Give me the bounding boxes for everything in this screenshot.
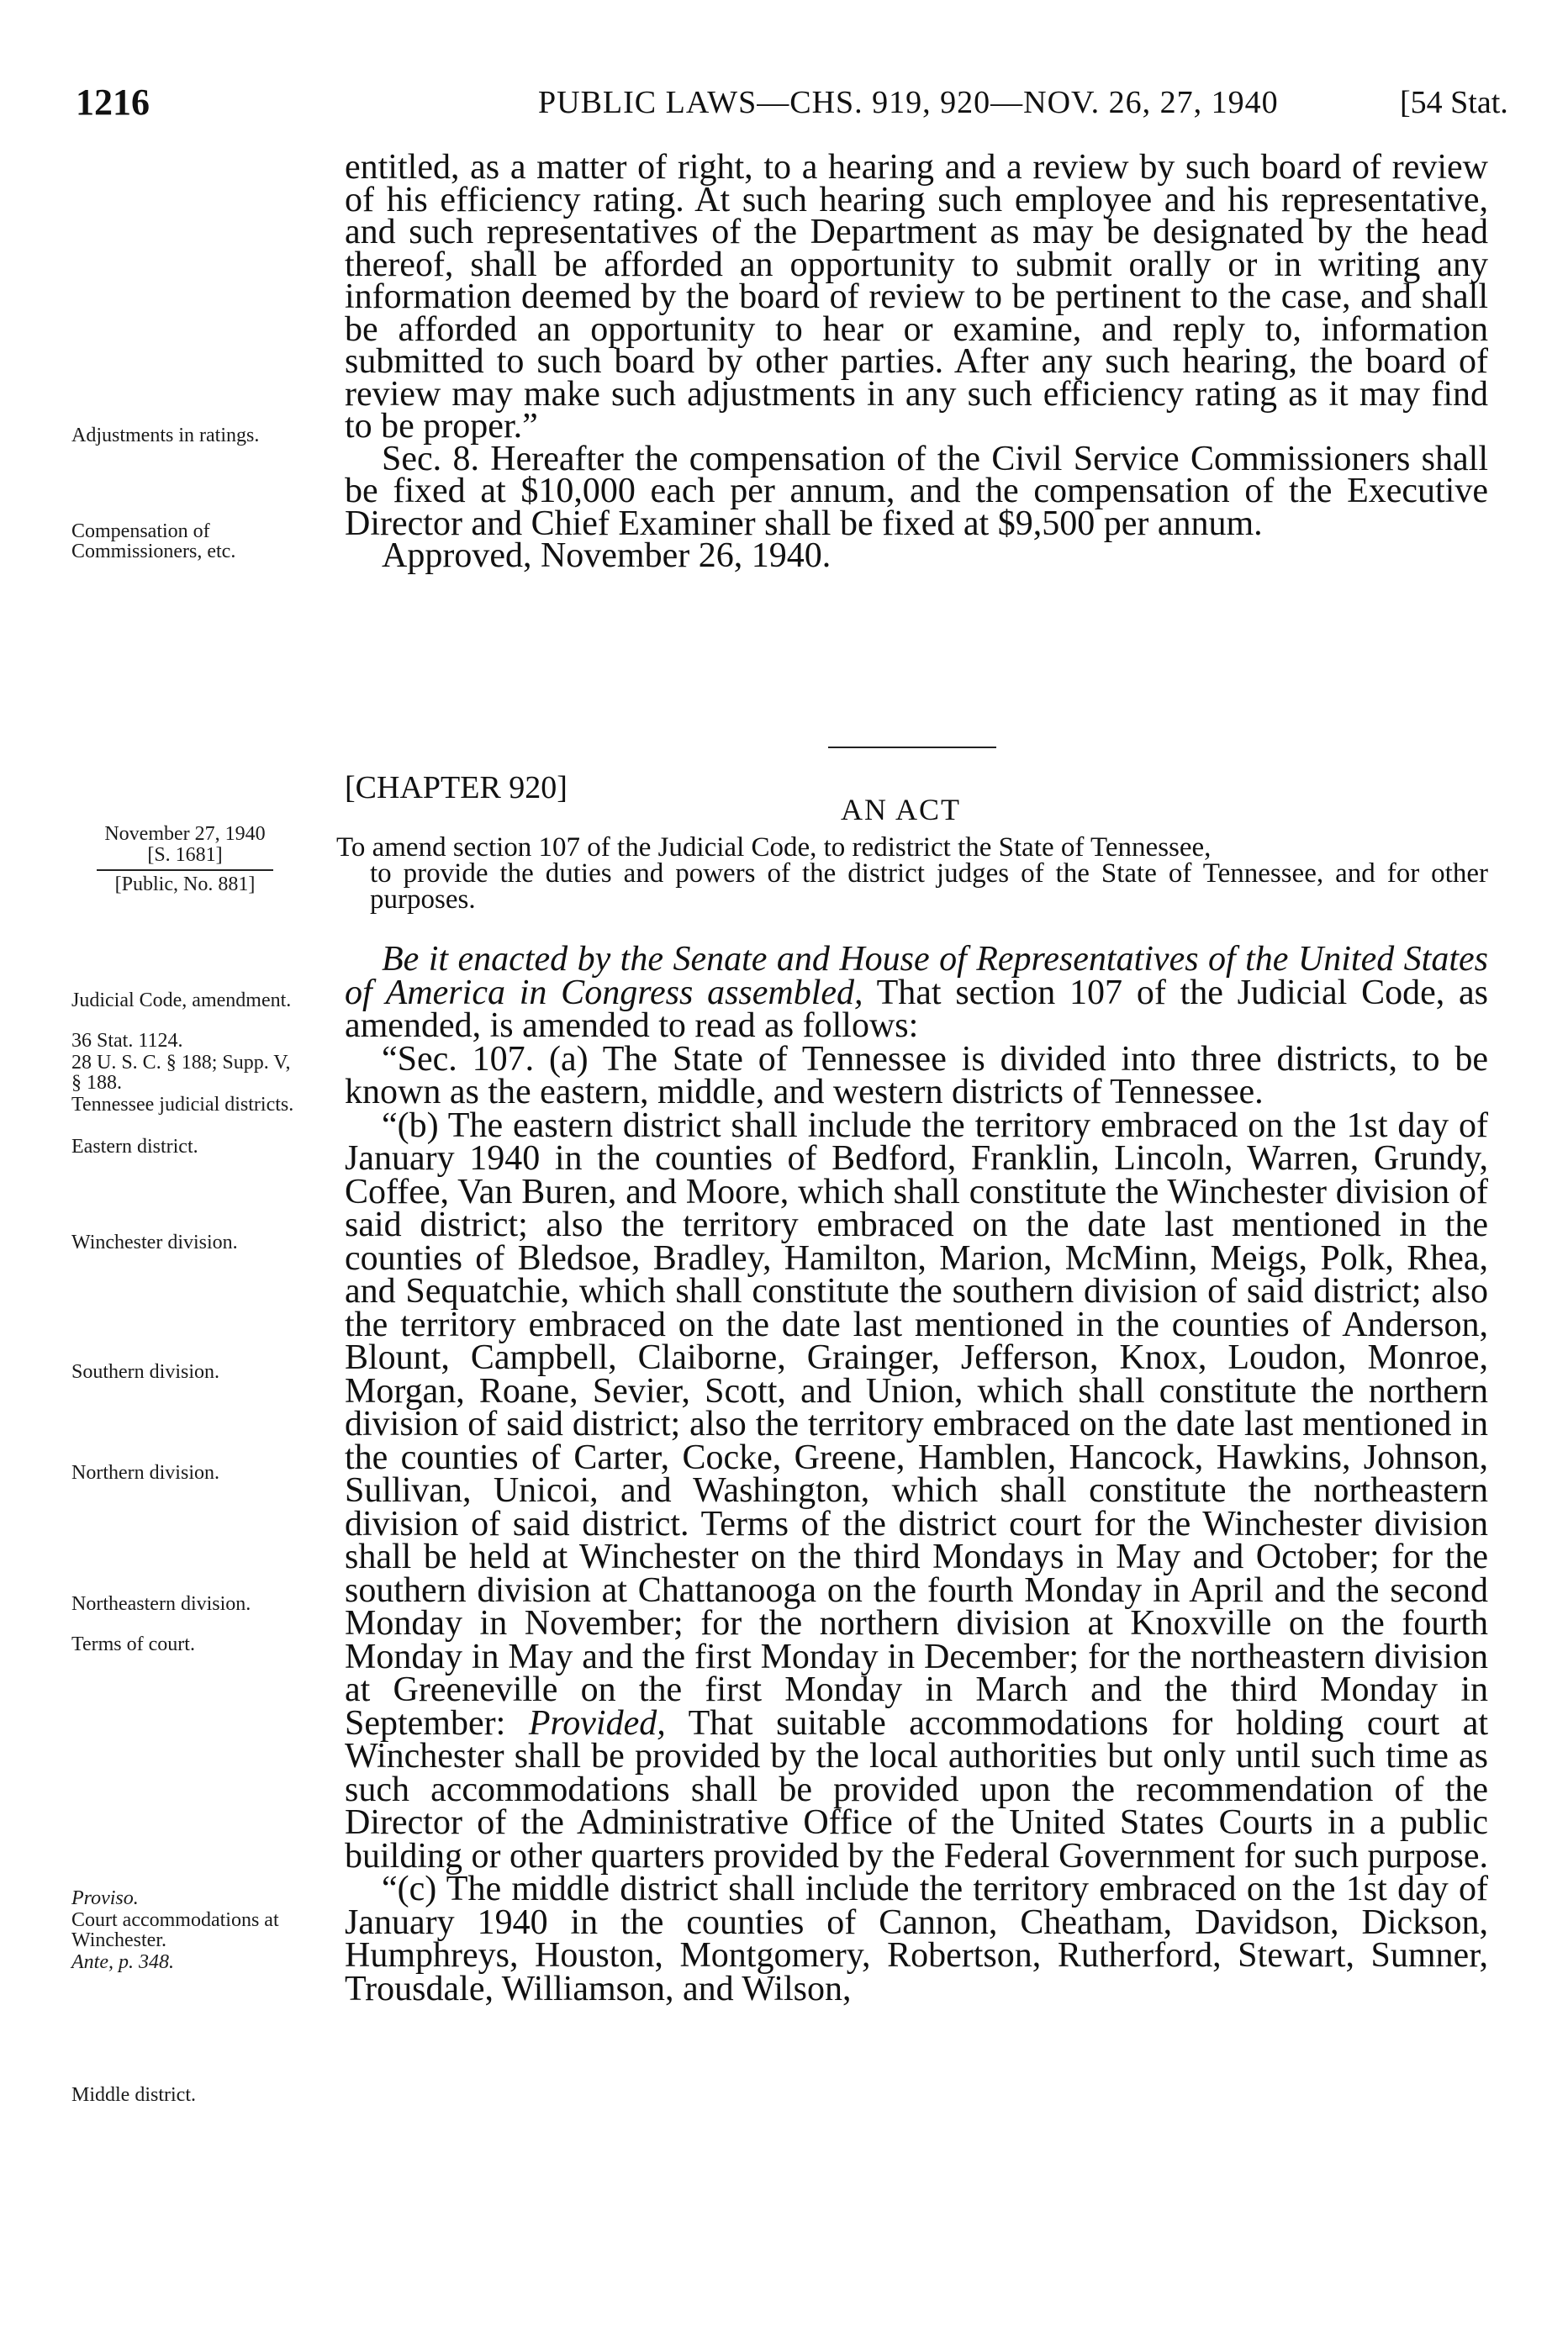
margin-note-court-accommodations: Court accommodations at Winchester. bbox=[71, 1909, 279, 1951]
proviso-text: That suitable accommodations for holding court at Winchester shall be provided by the local authorities but only until such time as such accommodations shall be provided upon the recommendation of the Director of the Administrative Office of the United States Courts in a public building or other quarters provided by the Federal Government for such purpose. bbox=[345, 1703, 1489, 1876]
margin-note-northeastern-division: Northeastern division. bbox=[71, 1593, 251, 1615]
chapter-separator-rule bbox=[828, 747, 996, 748]
act-title-line-1: To amend section 107 of the Judicial Code, to redistrict the State of Tennessee, bbox=[336, 832, 1212, 863]
margin-note-tennessee-districts: Tennessee judicial districts. bbox=[71, 1094, 294, 1116]
margin-note-northern-division: Northern division. bbox=[71, 1462, 219, 1484]
enacting-paragraph bbox=[345, 940, 1488, 1045]
margin-note-winchester-division: Winchester division. bbox=[71, 1232, 238, 1253]
subsection-b-text: “(b) The eastern district shall include the territory embraced on the 1st day of January 1940 in the counties of Bedford, Franklin, Lincoln, Warren, Grundy, Coffee, Van Buren, and Moore, which shall constitute the Winchester division of said district; also the territory embraced on the date last mentioned in the counties of Bledsoe, Bradley, Hamilton, Marion, McMinn, Meigs, Polk, Rhea, and Sequatchie, which shall constitute the southern division of said district; also the territory embraced on the date last mentioned in the counties of Anderson, Blount, Campbell, Claiborne, Grainger, Jefferson, Knox, Loudon, Monroe, Morgan, Roane, Sevier, Scott, and Union, which shall constitute the northern division of said district; also the territory embraced on the date last mentioned in the counties of Carter, Cocke, Greene, Hamblen, Hancock, Hawkins, Johnson, Sullivan, Unicoi, and Washington, which shall constitute the northeastern division of said district. Terms of the district court for the Winchester division shall be held at Winchester on the third Mondays in May and October; for the southern division at Chattanooga on the fourth Monday in April and the second Monday in November; for the northern division at Knoxville on the fourth Monday in May and the first Monday in December; for the northeastern division at Greeneville on the first Monday in March and the third Monday in September: bbox=[345, 1106, 1488, 1743]
margin-note-stat-citation: 36 Stat. 1124. bbox=[71, 1030, 183, 1052]
subsection-b-paragraph bbox=[345, 1106, 1489, 1876]
chapter-label: [CHAPTER 920] bbox=[345, 770, 568, 805]
margin-note-judicial-code: Judicial Code, amendment. bbox=[71, 989, 292, 1011]
section-7-continued-paragraph: entitled, as a matter of right, to a hearing and a review by such board of review of his efficiency rating. At such hearing such employee and his representative, and such representatives of the Department as may be designated by the head thereof, shall be afforded an opportunity to submit orally or in writing any information deemed by the board of review to be pertinent to the case, and shall be afforded an opportunity to hear or examine, and reply to, information submitted to such board by other parties. After any such hearing, the board of review may make such adjustments in any such efficiency rating as it may find to be proper.” bbox=[345, 148, 1488, 446]
amendment-intro: That section 107 of the Judicial Code, as amended, is amended to read as follows: bbox=[345, 973, 1488, 1045]
running-title: PUBLIC LAWS—CHS. 919, 920—NOV. 26, 27, 1940 bbox=[538, 85, 1279, 120]
margin-note-public-number: [Public, No. 881] bbox=[114, 873, 256, 895]
margin-note-southern-division: Southern division. bbox=[71, 1361, 220, 1383]
volume-reference: [54 Stat. bbox=[1400, 85, 1508, 120]
act-title bbox=[336, 832, 1488, 915]
approval-line: Approved, November 26, 1940. bbox=[382, 536, 832, 575]
margin-note-eastern-district: Eastern district. bbox=[71, 1136, 198, 1158]
page-number: 1216 bbox=[76, 82, 150, 123]
margin-note-usc-citation: 28 U. S. C. § 188; Supp. V, § 188. bbox=[71, 1052, 291, 1094]
margin-rule bbox=[97, 869, 273, 871]
margin-note-middle-district: Middle district. bbox=[71, 2084, 196, 2106]
margin-note-adjustments: Adjustments in ratings. bbox=[71, 425, 260, 446]
margin-note-proviso: Proviso. bbox=[71, 1887, 139, 1909]
margin-note-compensation: Compensation of Commissioners, etc. bbox=[71, 520, 236, 562]
margin-note-date: November 27, 1940 bbox=[104, 823, 266, 845]
act-heading: AN ACT bbox=[841, 793, 962, 826]
chapter-919-continuation bbox=[345, 148, 1488, 575]
margin-note-terms-of-court: Terms of court. bbox=[71, 1633, 195, 1655]
proviso-word: Provided, bbox=[528, 1703, 666, 1743]
chapter-920-body bbox=[345, 940, 1489, 2008]
section-107a-paragraph: “Sec. 107. (a) The State of Tennessee is divided into three districts, to be known as the eastern, middle, and western districts of Tennessee. bbox=[345, 1039, 1488, 1111]
subsection-c-paragraph: “(c) The middle district shall include the territory embraced on the 1st day of January 1940 in the counties of Cannon, Cheatham, Davidson, Dickson, Humphreys, Houston, Montgomery, Robertson, Rutherford, Stewart, Sumner, Trousdale, Williamson, and Wilson, bbox=[345, 1870, 1488, 2008]
margin-note-bill: [S. 1681] bbox=[147, 844, 223, 866]
section-8-paragraph: Sec. 8. Hereafter the compensation of the Civil Service Commissioners shall be fixed at $10,000 each per annum, and the compensation of the Executive Director and Chief Examiner shall be fixed at $9,500 per annum. bbox=[345, 439, 1488, 543]
enacting-clause: Be it enacted by the Senate and House of Representatives of the United States of America in Congress assembled, bbox=[345, 940, 1488, 1012]
act-title-line-2: to provide the duties and powers of the district judges of the State of Tennessee, and for other purposes. bbox=[370, 858, 1488, 915]
margin-note-ante-reference: Ante, p. 348. bbox=[71, 1951, 174, 1973]
